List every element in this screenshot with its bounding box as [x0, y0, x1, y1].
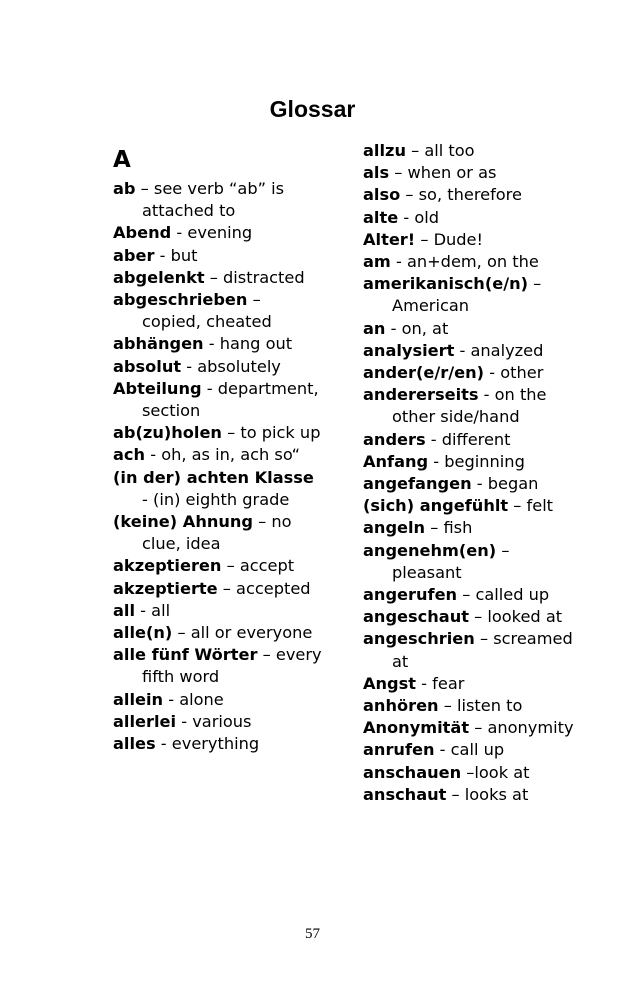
- entry-separator: -: [434, 740, 451, 760]
- entry-term: all: [113, 600, 136, 620]
- glossary-entry: [113, 711, 323, 733]
- entry-separator: –: [135, 179, 154, 198]
- entry-separator: –: [415, 229, 434, 249]
- entry-term: alle(n): [113, 623, 173, 643]
- page-number: 57: [305, 926, 320, 942]
- glossary-entry: [363, 429, 578, 451]
- entry-definition: no clue, idea: [142, 512, 292, 554]
- entry-term: alte: [363, 207, 399, 227]
- entry-definition: looked at: [487, 607, 563, 627]
- entry-term: als: [363, 163, 390, 183]
- entry-definition: department, section: [142, 378, 319, 421]
- entry-separator: -: [454, 340, 471, 360]
- glossary-entry: [363, 584, 578, 606]
- entry-separator: –: [438, 696, 457, 716]
- glossary-entry: [113, 267, 323, 289]
- glossary-entry: [363, 784, 578, 806]
- entry-term: am: [363, 252, 391, 272]
- entry-definition: began: [487, 474, 539, 494]
- entry-separator: –: [217, 578, 237, 598]
- entry-definition: looks at: [464, 784, 529, 804]
- entry-term: Angst: [363, 673, 417, 693]
- glossary-entry: [363, 207, 578, 229]
- letter-heading: A: [113, 147, 131, 173]
- entry-term: allein: [113, 689, 164, 709]
- entry-definition: when or as: [407, 163, 497, 183]
- glossary-entry: [363, 540, 578, 584]
- entry-definition: on, at: [401, 318, 449, 338]
- entry-separator: –: [400, 185, 419, 205]
- glossary-entry: [363, 384, 578, 428]
- entry-definition: beginning: [444, 451, 525, 471]
- entry-separator: –: [172, 623, 191, 643]
- entry-separator: –: [469, 718, 488, 738]
- entry-separator: -: [171, 223, 188, 243]
- entry-term: akzeptierte: [113, 578, 218, 598]
- entry-term: amerikanisch(e/n): [363, 274, 529, 294]
- entry-term: angenehm(en): [363, 540, 497, 560]
- entry-separator: –: [461, 762, 475, 782]
- entry-term: alles: [113, 734, 156, 754]
- entry-term: andererseits: [363, 385, 479, 405]
- entry-definition: various: [192, 711, 252, 731]
- entry-separator: –: [247, 290, 261, 310]
- entry-separator: -: [163, 689, 180, 709]
- entry-definition: to pick up: [240, 423, 321, 443]
- entry-term: angerufen: [363, 585, 458, 605]
- glossary-entry: [363, 251, 578, 273]
- entry-separator: -: [425, 429, 442, 449]
- entry-term: ab(zu)holen: [113, 423, 222, 443]
- entry-separator: -: [154, 245, 171, 265]
- glossary-entry: [113, 467, 323, 511]
- glossary-entry: [363, 717, 578, 739]
- page-title: Glossar: [269, 96, 356, 122]
- entry-definition: alone: [179, 689, 224, 709]
- entry-term: aber: [113, 245, 155, 265]
- entry-term: angeschaut: [363, 607, 469, 627]
- entry-definition: hang out: [219, 334, 293, 354]
- entry-term: ach: [113, 445, 146, 465]
- entry-definition: screamed at: [392, 629, 573, 671]
- entry-definition: but: [170, 245, 198, 265]
- glossary-entry: [113, 689, 323, 711]
- entry-separator: -: [181, 356, 198, 376]
- glossary-entry: [363, 273, 578, 317]
- entry-definition: distracted: [223, 267, 305, 287]
- entry-definition: look at: [474, 762, 530, 782]
- glossary-entry: [113, 289, 323, 333]
- entry-separator: –: [204, 267, 224, 287]
- entry-separator: -: [478, 385, 495, 405]
- entry-term: ab: [113, 179, 136, 198]
- glossary-entry: [113, 378, 323, 422]
- entry-definition: different: [441, 429, 511, 449]
- glossary-entry: [113, 245, 323, 267]
- entry-definition: all or everyone: [190, 623, 313, 643]
- glossary-entry: [363, 451, 578, 473]
- entry-definition: see verb “ab” is attached to: [142, 179, 285, 221]
- entry-term: anschaut: [363, 784, 447, 804]
- glossary-entry: [363, 606, 578, 628]
- glossary-entry: [113, 444, 323, 466]
- entry-definition: (in) eighth grade: [153, 489, 290, 509]
- glossary-entry: [363, 517, 578, 539]
- entry-term: an: [363, 318, 386, 338]
- glossary-entry: [113, 644, 323, 688]
- entry-separator: -: [176, 711, 193, 731]
- entry-definition: oh, as in, ach so“: [161, 445, 300, 465]
- entry-separator: -: [203, 334, 220, 354]
- entry-separator: -: [385, 318, 402, 338]
- entry-term: Abend: [113, 223, 172, 243]
- entry-separator: –: [496, 540, 510, 560]
- entry-separator: -: [135, 600, 152, 620]
- glossary-entry: [363, 628, 578, 672]
- entry-definition: copied, cheated: [142, 312, 272, 332]
- glossary-entry: [363, 140, 578, 162]
- entry-separator: –: [468, 607, 488, 627]
- glossary-entry: [113, 733, 323, 755]
- entry-separator: -: [145, 445, 162, 465]
- entry-definition: absolutely: [197, 356, 281, 376]
- entry-separator: -: [416, 673, 433, 693]
- entry-term: abhängen: [113, 334, 204, 354]
- entry-separator: -: [484, 363, 501, 383]
- glossary-entry: [363, 762, 578, 784]
- entry-term: allerlei: [113, 711, 177, 731]
- entry-definition: felt: [526, 496, 554, 516]
- glossary-entry: [363, 473, 578, 495]
- entry-term: ander(e/r/en): [363, 363, 485, 383]
- entry-definition: analyzed: [470, 340, 544, 360]
- entry-definition: Dude!: [433, 229, 484, 249]
- entry-term: Anfang: [363, 451, 429, 471]
- entry-separator: –: [508, 496, 527, 516]
- entry-term: analysiert: [363, 340, 455, 360]
- entry-term: (keine) Ahnung: [113, 512, 254, 532]
- entry-list-left: [113, 178, 323, 755]
- glossary-column-left: [113, 140, 323, 755]
- entry-definition: so, therefore: [418, 185, 522, 205]
- entry-separator: -: [428, 451, 445, 471]
- entry-definition: fish: [443, 518, 473, 538]
- entry-separator: –: [221, 556, 240, 576]
- glossary-entry: [113, 333, 323, 355]
- glossary-entry: [113, 422, 323, 444]
- entry-term: anders: [363, 429, 426, 449]
- glossary-entry: [113, 178, 323, 222]
- entry-separator: -: [142, 489, 153, 509]
- entry-separator: –: [257, 645, 276, 665]
- glossary-entry: [363, 162, 578, 184]
- entry-term: abgelenkt: [113, 267, 205, 287]
- glossary-entry: [113, 578, 323, 600]
- entry-definition: listen to: [456, 696, 523, 716]
- entry-definition: other: [500, 363, 544, 383]
- entry-separator: –: [253, 512, 272, 532]
- entry-definition: all: [151, 600, 171, 620]
- glossary-entry: [113, 356, 323, 378]
- entry-term: allzu: [363, 141, 406, 160]
- glossary-entry: [363, 184, 578, 206]
- glossary-entry: [363, 318, 578, 340]
- entry-definition: on the other side/hand: [392, 385, 547, 427]
- entry-definition: everything: [171, 734, 260, 754]
- glossary-entry: [363, 673, 578, 695]
- entry-term: also: [363, 185, 401, 205]
- glossary-entry: [363, 229, 578, 251]
- entry-definition: anonymity: [487, 718, 574, 738]
- entry-separator: –: [221, 423, 241, 443]
- entry-term: anhören: [363, 696, 439, 716]
- entry-separator: -: [390, 252, 407, 272]
- entry-term: akzeptieren: [113, 556, 222, 576]
- entry-term: abgeschrieben: [113, 290, 248, 310]
- entry-separator: -: [398, 207, 415, 227]
- entry-term: (sich) angefühlt: [363, 496, 509, 516]
- entry-definition: accept: [239, 556, 295, 576]
- entry-separator: -: [471, 474, 488, 494]
- entry-term: (in der) achten Klasse: [113, 467, 314, 487]
- entry-definition: an+dem, on the: [406, 252, 539, 272]
- entry-separator: –: [474, 629, 494, 649]
- glossary-entry: [363, 739, 578, 761]
- glossary-entry: [113, 600, 323, 622]
- entry-separator: -: [201, 378, 218, 398]
- entry-term: anschauen: [363, 762, 462, 782]
- entry-list-right: [363, 140, 578, 806]
- entry-term: alle fünf Wörter: [113, 645, 258, 665]
- glossary-entry: [113, 511, 323, 555]
- entry-term: Alter!: [363, 229, 416, 249]
- entry-definition: evening: [187, 223, 253, 243]
- entry-definition: old: [414, 207, 440, 227]
- glossary-entry: [363, 340, 578, 362]
- glossary-entry: [113, 222, 323, 244]
- entry-definition: called up: [475, 585, 550, 605]
- entry-separator: –: [457, 585, 476, 605]
- entry-definition: every fifth word: [142, 645, 322, 687]
- entry-separator: -: [155, 734, 172, 754]
- entry-term: angeln: [363, 518, 426, 538]
- glossary-entry: [113, 555, 323, 577]
- entry-term: anrufen: [363, 740, 435, 760]
- entry-separator: –: [446, 784, 465, 804]
- entry-definition: accepted: [236, 578, 311, 598]
- entry-definition: fear: [432, 673, 465, 693]
- entry-term: Anonymität: [363, 718, 470, 738]
- entry-definition: American: [392, 296, 470, 316]
- glossary-column-right: [363, 140, 578, 806]
- entry-definition: call up: [450, 740, 505, 760]
- entry-term: angefangen: [363, 474, 472, 494]
- entry-term: angeschrien: [363, 629, 475, 649]
- entry-term: Abteilung: [113, 378, 202, 398]
- glossary-entry: [363, 495, 578, 517]
- glossary-entry: [363, 362, 578, 384]
- entry-definition: all too: [424, 141, 475, 160]
- glossary-entry: [113, 622, 323, 644]
- entry-separator: –: [425, 518, 444, 538]
- entry-separator: –: [528, 274, 542, 294]
- entry-separator: –: [405, 141, 425, 160]
- entry-definition: pleasant: [392, 562, 462, 582]
- entry-term: absolut: [113, 356, 182, 376]
- glossary-entry: [363, 695, 578, 717]
- entry-separator: –: [389, 163, 408, 183]
